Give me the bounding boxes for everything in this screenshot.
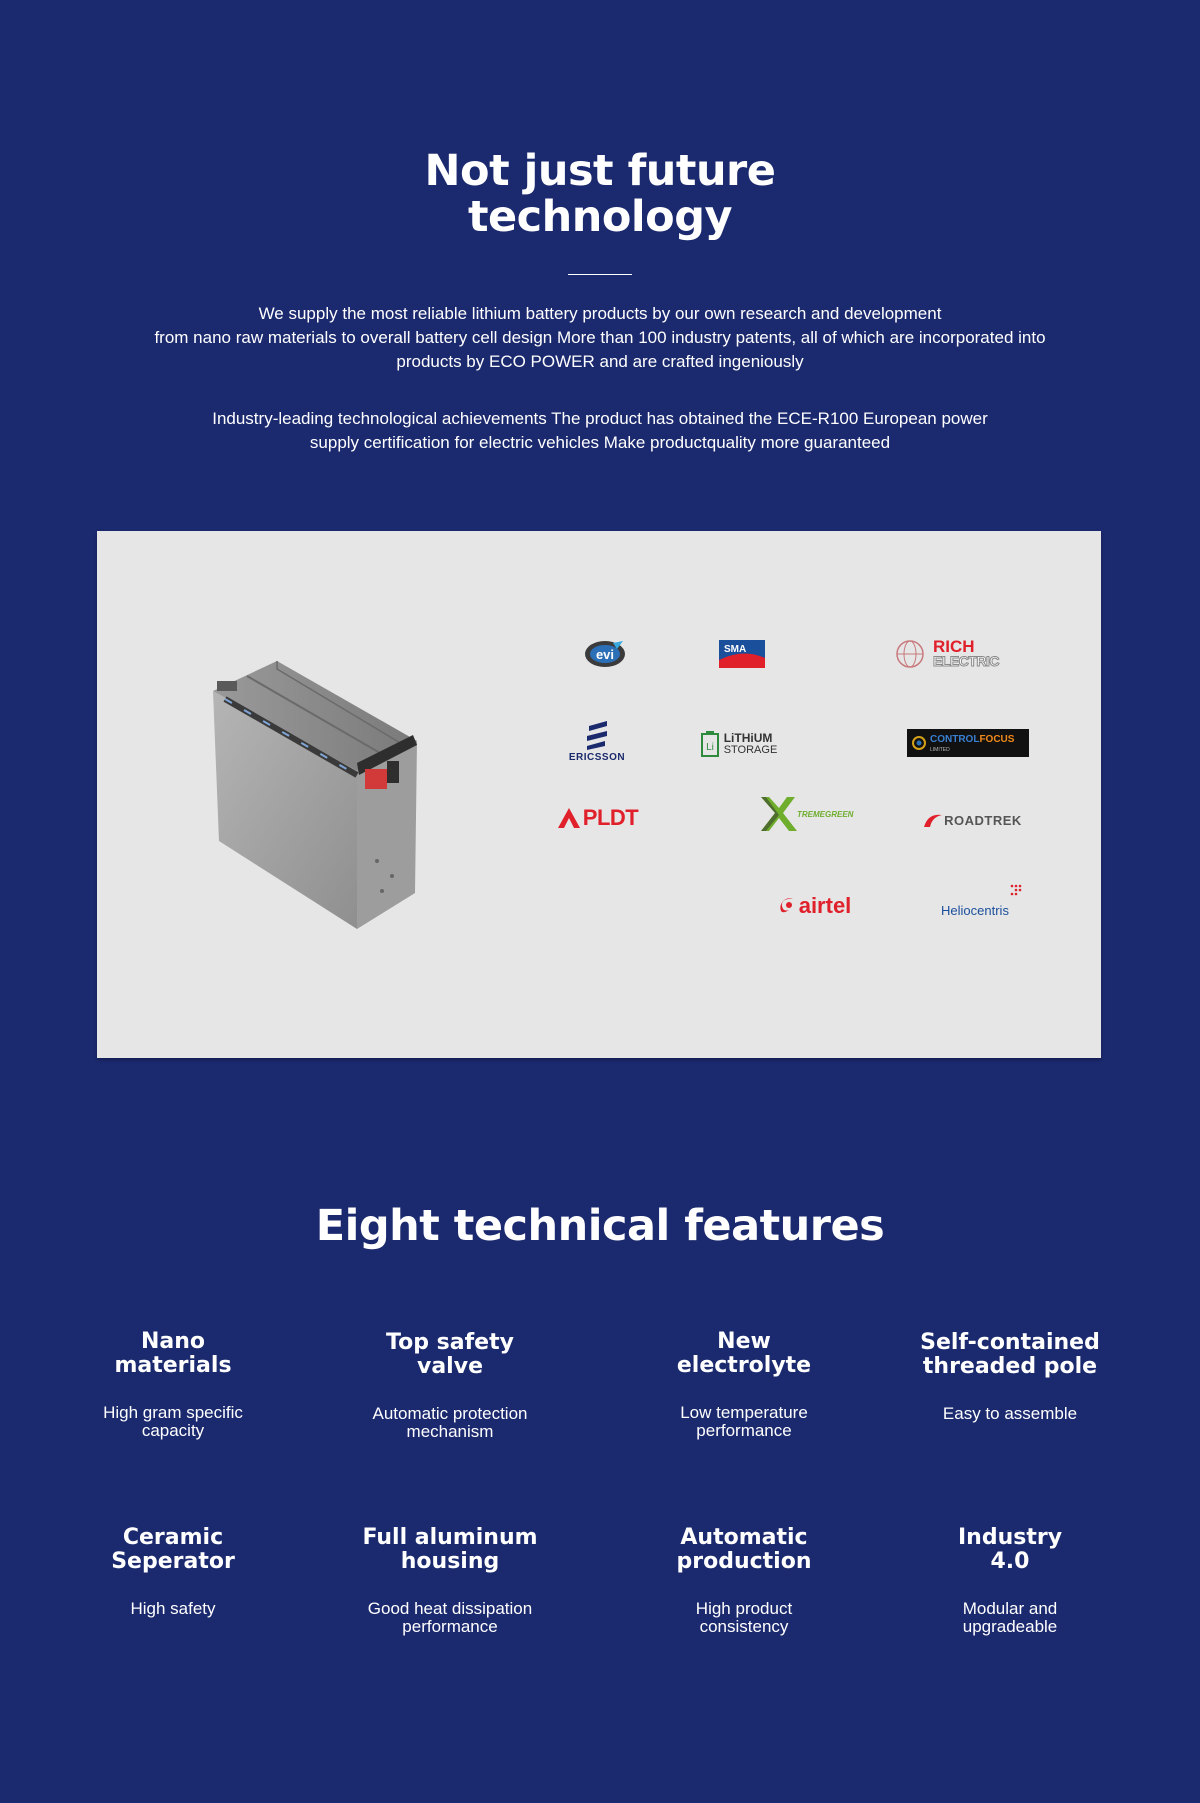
sma-text: SMA	[724, 644, 747, 655]
roadtrek-text: ROADTREK	[944, 812, 1022, 828]
evi-logo-icon	[583, 639, 627, 669]
globe-icon	[895, 639, 925, 669]
feature-title-line: Ceramic	[122, 1525, 224, 1550]
product-showcase	[97, 531, 1101, 1058]
feature-full-aluminum-housing	[330, 1526, 570, 1636]
feature-description-line: Low temperature	[680, 1403, 808, 1422]
feature-description-line: Modular and	[962, 1599, 1058, 1618]
feature-title	[330, 1331, 570, 1379]
partner-logo-evi	[535, 629, 675, 679]
feature-title-line: Top safety	[386, 1330, 514, 1355]
partner-logo-ericsson	[527, 716, 667, 766]
airtel-swirl-icon	[779, 896, 797, 916]
feature-description	[890, 1405, 1130, 1423]
feature-description-line: performance	[696, 1421, 792, 1440]
feature-new-electrolyte	[624, 1330, 864, 1440]
feature-description	[53, 1404, 293, 1440]
feature-description	[624, 1600, 864, 1636]
feature-title-line: threaded pole	[922, 1354, 1098, 1379]
feature-title	[624, 1526, 864, 1574]
feature-title-line: production	[676, 1549, 812, 1574]
xtreme-text: TREMEGREEN	[797, 809, 854, 819]
feature-description-line: consistency	[699, 1617, 789, 1636]
feature-title-line: valve	[417, 1354, 483, 1379]
partner-logos	[97, 531, 1101, 1058]
feature-ceramic-seperator	[53, 1526, 293, 1618]
lithium-storage-wordmark	[724, 732, 778, 756]
title-divider	[568, 274, 632, 275]
feature-description	[624, 1404, 864, 1440]
lithium-text: LiTHiUM	[723, 731, 773, 745]
partner-logo-control-focus	[907, 729, 1029, 757]
hero-title-line-1: Not just future	[424, 146, 776, 196]
certification-line-1: Industry-leading technological achievements The product has obtained the ECE-R100 European power	[212, 409, 988, 428]
feature-description-line: High safety	[130, 1599, 216, 1618]
feature-title-line: materials	[114, 1353, 232, 1378]
airtel-text: airtel	[798, 893, 852, 918]
feature-title-line: Nano	[140, 1329, 206, 1354]
ericsson-text: ERICSSON	[568, 751, 626, 763]
feature-title-line: Seperator	[111, 1549, 235, 1574]
feature-title	[53, 1330, 293, 1378]
feature-title-line: Automatic	[680, 1525, 808, 1550]
partner-logo-rich-electric	[895, 629, 1025, 679]
feature-description-line: performance	[402, 1617, 498, 1636]
feature-description	[53, 1600, 293, 1618]
control-focus-wordmark	[930, 732, 1014, 755]
intro-paragraph	[100, 302, 1100, 374]
feature-self-contained-threaded-pole	[890, 1331, 1130, 1423]
certification-paragraph	[100, 407, 1100, 455]
feature-title-line: housing	[400, 1549, 500, 1574]
feature-description-line: mechanism	[406, 1422, 494, 1441]
feature-description	[890, 1600, 1130, 1636]
control-text: CONTROL	[930, 733, 980, 745]
pldt-text: PLDT	[582, 805, 639, 830]
partner-logo-xtremegreen	[757, 789, 867, 839]
rich-text: RICH	[933, 637, 975, 656]
limited-text: LIMITED	[930, 746, 950, 753]
storage-text: STORAGE	[723, 744, 778, 756]
feature-description-line: Good heat dissipation	[367, 1599, 533, 1618]
intro-line-1: We supply the most reliable lithium battery products by our own research and development	[258, 304, 942, 323]
hero-title-line-2: technology	[467, 192, 733, 242]
feature-top-safety-valve	[330, 1331, 570, 1441]
ericsson-logo-icon	[583, 720, 611, 750]
features-title: Eight technical features	[315, 1201, 885, 1251]
rich-electric-wordmark	[933, 637, 999, 669]
feature-automatic-production	[624, 1526, 864, 1636]
feature-title-line: Industry	[957, 1525, 1063, 1550]
roadtrek-swoosh-icon	[922, 811, 944, 829]
feature-description-line: capacity	[141, 1421, 205, 1440]
focus-swirl-icon	[911, 735, 927, 751]
hero-title	[0, 148, 1200, 240]
feature-title	[890, 1526, 1130, 1574]
intro-line-3: products by ECO POWER and are crafted ingeniously	[396, 352, 804, 371]
pldt-logo-icon	[556, 806, 582, 830]
heliocentris-text: Heliocentris	[941, 902, 1009, 918]
feature-nano-materials	[53, 1330, 293, 1440]
feature-description-line: Automatic protection	[372, 1404, 528, 1423]
feature-title-line: 4.0	[990, 1549, 1030, 1574]
feature-description-line: upgradeable	[962, 1617, 1058, 1636]
feature-title	[624, 1330, 864, 1378]
certification-line-2: supply certification for electric vehicles Make productquality more guaranteed	[309, 433, 891, 452]
feature-description	[330, 1405, 570, 1441]
svg-text:Li: Li	[705, 742, 714, 753]
feature-title	[330, 1526, 570, 1574]
partner-logo-pldt	[527, 793, 667, 843]
partner-logo-sma	[673, 629, 813, 679]
feature-title-line: electrolyte	[676, 1353, 812, 1378]
focus-text: FOCUS	[979, 733, 1015, 745]
feature-title-line: New	[717, 1329, 771, 1354]
sma-logo-icon	[719, 638, 767, 670]
feature-title	[890, 1331, 1130, 1379]
intro-line-2: from nano raw materials to overall battery cell design More than 100 industry patents, all of which are incorporated into	[154, 328, 1046, 347]
heliocentris-dots-icon	[1009, 883, 1023, 903]
partner-logo-heliocentris	[927, 881, 1037, 931]
feature-description-line: High product	[695, 1599, 793, 1618]
xtreme-x-icon	[757, 793, 801, 835]
feature-description-line: Easy to assemble	[942, 1404, 1078, 1423]
feature-description	[330, 1600, 570, 1636]
battery-cell-icon	[701, 731, 719, 757]
partner-logo-airtel	[765, 881, 865, 931]
feature-industry-4-0	[890, 1526, 1130, 1636]
partner-logo-roadtrek	[907, 795, 1037, 845]
partner-logo-lithium-storage	[669, 719, 809, 769]
electric-text: ELECTRIC	[933, 653, 999, 669]
feature-title	[53, 1526, 293, 1574]
feature-title-line: Full aluminum	[362, 1525, 538, 1550]
evi-text: evi	[595, 647, 615, 662]
feature-title-line: Self-contained	[920, 1330, 1100, 1355]
feature-description-line: High gram specific	[103, 1403, 243, 1422]
